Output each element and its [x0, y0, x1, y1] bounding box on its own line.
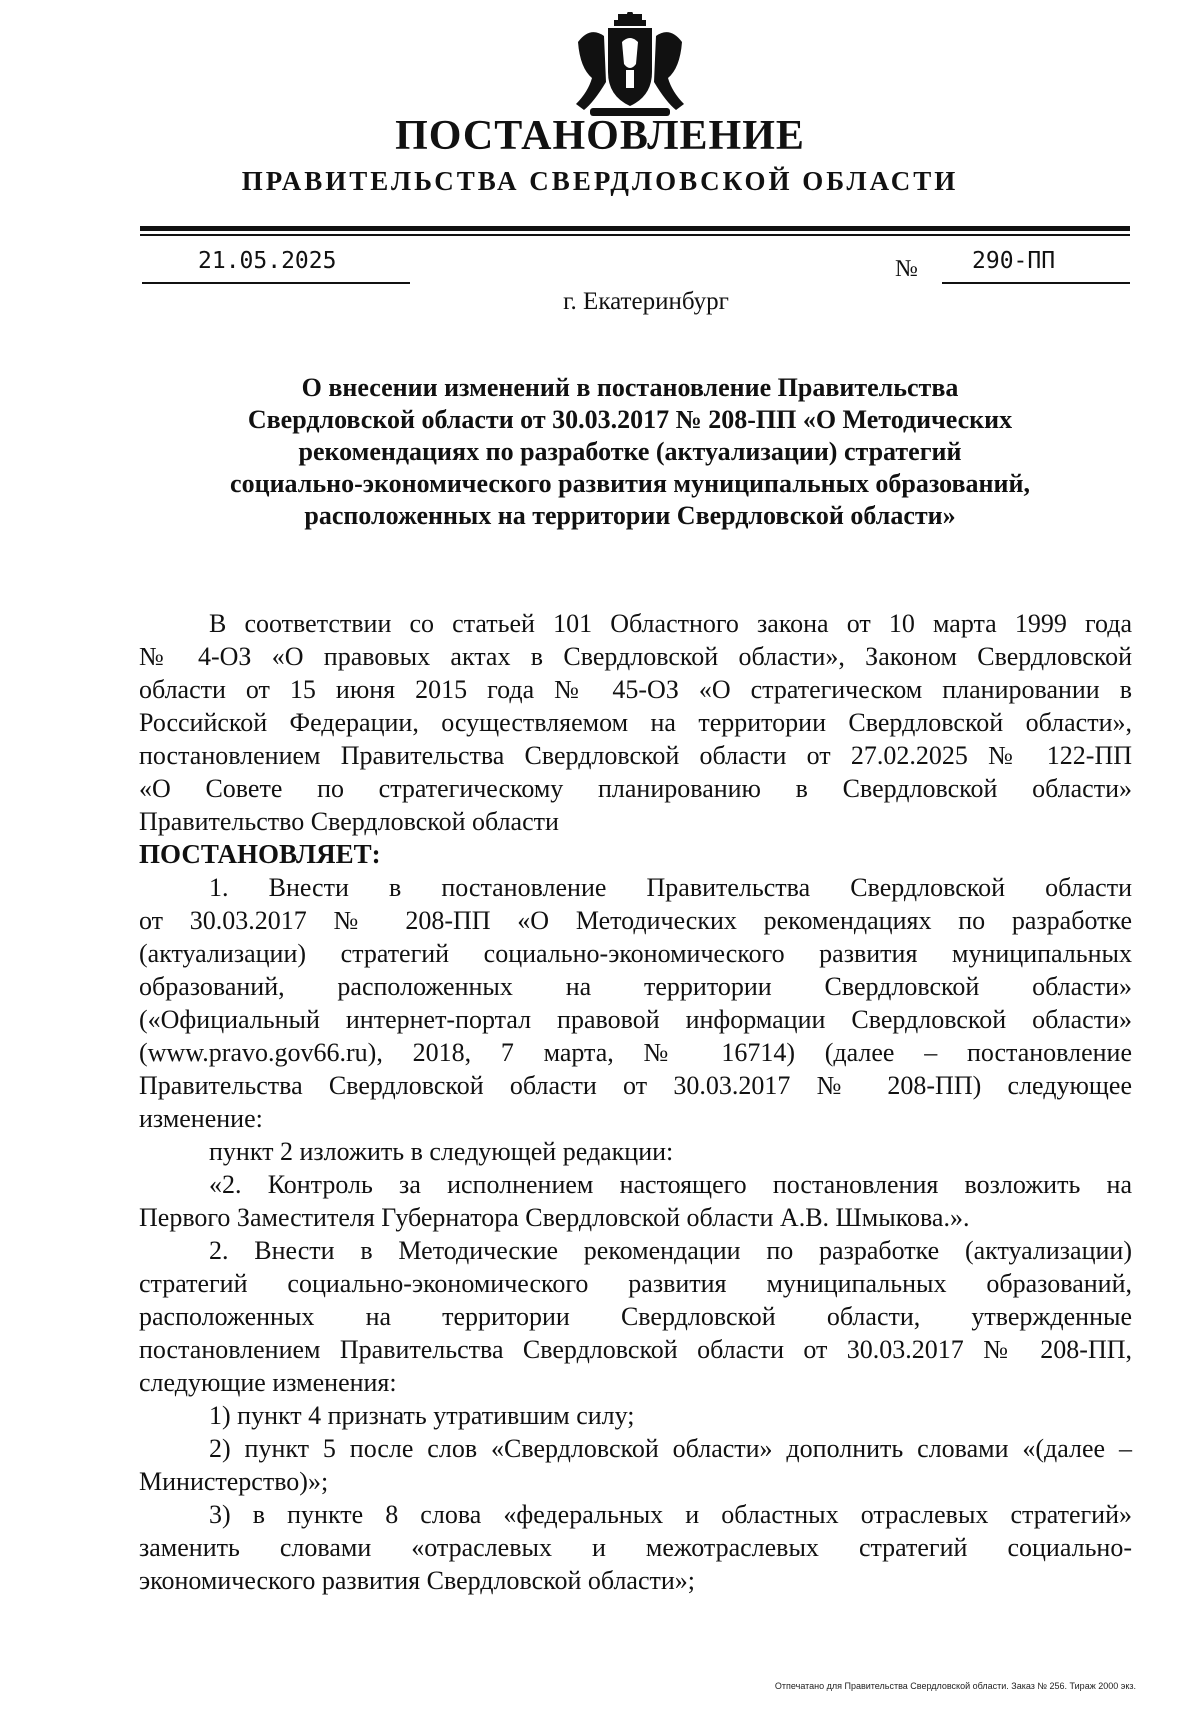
body-line: 2) пункт 5 после слов «Свердловской области» дополнить словами «(далее –: [209, 1434, 1132, 1463]
body-line: (www.pravo.gov66.ru), 2018, 7 марта, № 16714) (далее – постановление: [139, 1038, 1132, 1067]
date-underline: [142, 282, 410, 284]
body-line: 3) в пункте 8 слова «федеральных и областных отраслевых стратегий»: [209, 1500, 1132, 1529]
body-line: пункт 2 изложить в следующей редакции:: [209, 1137, 674, 1166]
body-line: № 4-ОЗ «О правовых актах в Свердловской области», Законом Свердловской: [139, 642, 1132, 671]
body-line: «О Совете по стратегическому планированию в Свердловской области»: [139, 774, 1132, 803]
body-line: Министерство)»;: [139, 1467, 329, 1496]
body-line: Правительство Свердловской области: [139, 807, 559, 836]
body-line: (актуализации) стратегий социально-экономического развития муниципальных: [139, 939, 1132, 968]
body-line: («Официальный интернет-портал правовой информации Свердловской области»: [139, 1005, 1132, 1034]
body-line: от 30.03.2017 № 208-ПП «О Методических рекомендациях по разработке: [139, 906, 1132, 935]
body-line: 2. Внести в Методические рекомендации по разработке (актуализации): [209, 1236, 1132, 1265]
header-rule-thick: [140, 226, 1130, 231]
body-line: следующие изменения:: [139, 1368, 397, 1397]
body-line: области от 15 июня 2015 года № 45-ОЗ «О стратегическом планировании в: [139, 675, 1132, 704]
body-line: расположенных на территории Свердловской области, утвержденные: [139, 1302, 1132, 1331]
resolves-heading: ПОСТАНОВЛЯЕТ:: [139, 839, 381, 869]
body-line: экономического развития Свердловской области»;: [139, 1566, 696, 1595]
document-number: 290-ПП: [972, 248, 1056, 274]
body-line: Первого Заместителя Губернатора Свердловской области А.В. Шмыкова.».: [139, 1203, 970, 1232]
header-rule-thin: [140, 234, 1130, 236]
body-line: «2. Контроль за исполнением настоящего постановления возложить на: [209, 1170, 1132, 1199]
subject-line: О внесении изменений в постановление Правительства: [301, 373, 959, 402]
coat-of-arms-emblem: [570, 12, 690, 120]
body-line: изменение:: [139, 1104, 263, 1133]
number-sign: №: [895, 256, 918, 282]
body-line: 1. Внести в постановление Правительства Свердловской области: [209, 873, 1132, 902]
body-line: постановлением Правительства Свердловской области от 30.03.2017 № 208-ПП,: [139, 1335, 1132, 1364]
issuing-authority: ПРАВИТЕЛЬСТВА СВЕРДЛОВСКОЙ ОБЛАСТИ: [241, 166, 959, 196]
subject-line: рекомендациях по разработке (актуализации) стратегий: [298, 437, 962, 466]
document-body: [139, 607, 1132, 1597]
document-subject: [170, 372, 1090, 532]
body-line: образований, расположенных на территории Свердловской области»: [139, 972, 1132, 1001]
body-line: Российской Федерации, осуществляемом на территории Свердловской области»,: [139, 708, 1132, 737]
subject-line: социально-экономического развития муниципальных образований,: [230, 469, 1030, 498]
print-footer: Отпечатано для Правительства Свердловской области. Заказ № 256. Тираж 2000 экз.: [774, 1681, 1136, 1691]
document-date: 21.05.2025: [198, 248, 337, 274]
body-line: стратегий социально-экономического развития муниципальных образований,: [139, 1269, 1132, 1298]
body-line: 1) пункт 4 признать утратившим силу;: [209, 1401, 635, 1430]
document-type-title: ПОСТАНОВЛЕНИЕ: [395, 113, 805, 159]
subject-line: Свердловской области от 30.03.2017 № 208-ПП «О Методических: [247, 405, 1013, 434]
subject-line: расположенных на территории Свердловской области»: [304, 501, 956, 530]
city: г. Екатеринбург: [563, 288, 729, 315]
body-line: В соответствии со статьей 101 Областного закона от 10 марта 1999 года: [209, 609, 1132, 638]
body-line: заменить словами «отраслевых и межотраслевых стратегий социально-: [139, 1533, 1132, 1562]
number-underline: [942, 282, 1130, 284]
body-line: постановлением Правительства Свердловской области от 27.02.2025 № 122-ПП: [139, 741, 1132, 770]
body-line: Правительства Свердловской области от 30.03.2017 № 208-ПП) следующее: [139, 1071, 1132, 1100]
